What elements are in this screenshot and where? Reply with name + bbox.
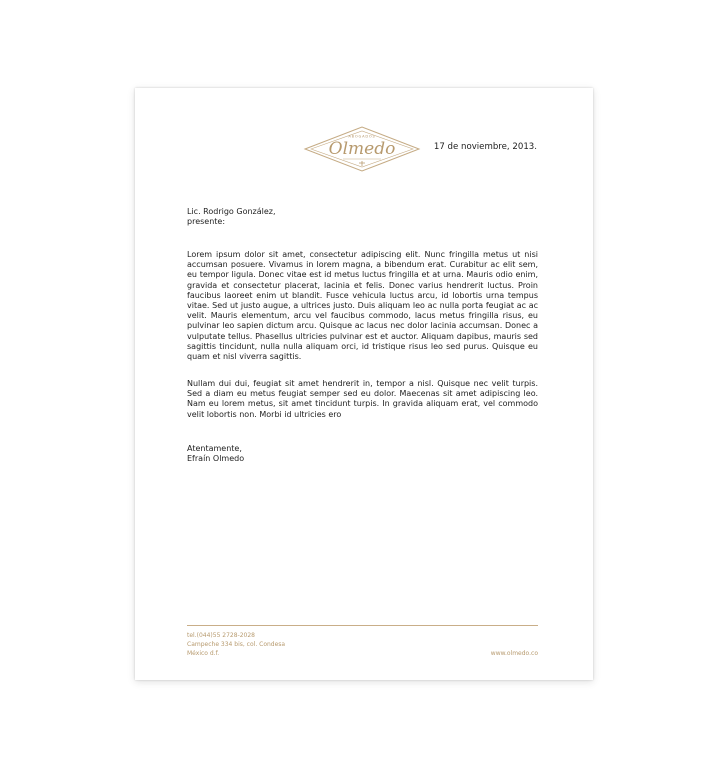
footer-address-line-2: México d.f. <box>187 649 220 657</box>
body-paragraph-2: Nullam dui dui, feugiat sit amet hendrerit in, tempor a nisl. Quisque nec velit turpis. Sed a diam eu metus feugiat semper sed eu dolor. Maecenas sit amet adipiscing leo. Nam eu lorem metus, sit amet tincidunt turpis. In gravida aliquam erat, vel commodo velit lobortis non. Morbi id ultricies ero <box>187 379 538 419</box>
footer-contact <box>187 632 285 658</box>
closing-phrase: Atentamente, <box>187 444 242 453</box>
footer-website[interactable]: www.olmedo.co <box>490 650 538 657</box>
letter-date: 17 de noviembre, 2013. <box>433 142 537 152</box>
recipient-block <box>187 207 538 227</box>
recipient-salutation: presente: <box>187 217 226 227</box>
letter-sheet <box>135 88 593 680</box>
footer-phone: tel.(044)55 2728-2028 <box>187 632 255 639</box>
footer-divider <box>187 625 538 626</box>
brand-tagline: ABOGADOS <box>348 134 376 139</box>
closing-block <box>187 444 538 464</box>
footer-address-line-1: Campeche 334 bis, col. Condesa <box>187 640 286 648</box>
signature-name: Efraín Olmedo <box>187 454 245 464</box>
body-paragraph-1: Lorem ipsum dolor sit amet, consectetur adipiscing elit. Nunc fringilla metus ut nisi accumsan posuere. Vivamus in lorem magna, a bibendum erat. Curabitur ac elit sem, eu tempor ligula. Donec vitae est id metus luctus fringilla et at urna. Mauris odio enim, gravida et consectetur placerat, lacinia et felis. Donec varius hendrerit luctus. Proin faucibus laoreet enim ut blandit. Fusce vehicula luctus arcu, id lobortis urna tempus vitae. Sed ut justo augue, a ultrices justo. Duis aliquam leo ac nulla porta feugiat ac ac velit. Mauris elementum, arcu vel faucibus commodo, lacus metus fringilla risus, eu pulvinar leo sapien dictum arcu. Quisque ac lacus nec dolor lacinia accumsan. Donec a vulputate tellus. Phasellus ultricies pulvinar est et auctor. Aliquam dapibus, mauris sed sagittis tincidunt, nulla nulla aliquam orci, id tristique risus leo sed purus. Quisque eu quam et nisl viverra sagittis. <box>187 250 538 362</box>
recipient-name: Lic. Rodrigo González, <box>187 207 276 216</box>
brand-wordmark: Olmedo <box>328 139 396 159</box>
olmedo-logo <box>303 124 421 174</box>
